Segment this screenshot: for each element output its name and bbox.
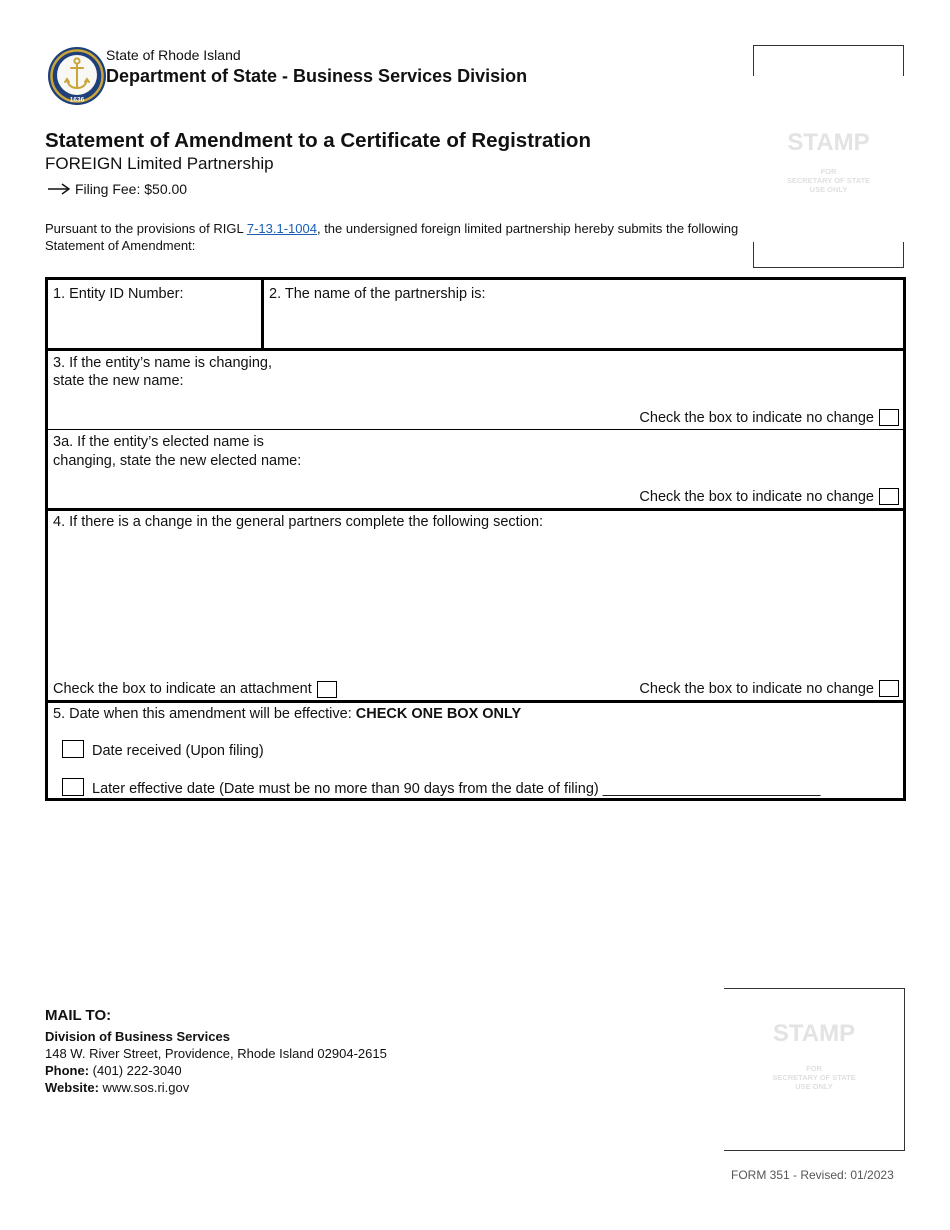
form-number: FORM 351 - Revised: 01/2023	[731, 1168, 894, 1182]
state-name: State of Rhode Island	[106, 47, 241, 63]
entity-id-input[interactable]	[53, 306, 253, 342]
attachment-checkbox[interactable]	[317, 681, 337, 698]
stamp-box-bottom	[724, 988, 905, 1151]
division-name: Division of Business Services	[45, 1029, 230, 1044]
stamp-secretary: SECRETARY OF STATE	[772, 1073, 856, 1082]
attachment-label: Check the box to indicate an attachment	[53, 681, 312, 697]
no-change-label: Check the box to indicate no change	[639, 409, 874, 426]
state-seal	[47, 46, 107, 106]
stamp-for: FOR	[806, 1064, 822, 1073]
filing-fee	[47, 181, 187, 197]
partners-label: 4. If there is a change in the general partners complete the following section:	[53, 514, 544, 530]
effective-date-emphasis: CHECK ONE BOX ONLY	[355, 706, 522, 722]
stamp-secretary: SECRETARY OF STATE	[786, 176, 871, 185]
phone-number: (401) 222-3040	[89, 1063, 182, 1078]
elected-name-no-change	[639, 488, 899, 505]
intro-prefix: Pursuant to the provisions of RIGL	[45, 221, 247, 236]
partnership-name-label: 2. The name of the partnership is:	[269, 286, 486, 302]
later-date-label: Later effective date (Date must be no more than 90 days from the date of filing) ___________________________	[92, 781, 821, 797]
partnership-name-input[interactable]	[269, 306, 899, 342]
no-change-label: Check the box to indicate no change	[639, 488, 874, 505]
amendment-form	[45, 277, 906, 801]
form-subtitle: FOREIGN Limited Partnership	[45, 154, 274, 173]
phone-label: Phone:	[45, 1063, 90, 1078]
elected-name-label-line2: changing, state the new elected name:	[53, 453, 302, 469]
mail-address-block	[45, 1028, 387, 1096]
intro-suffix: , the undersigned foreign limited partnership hereby submits the following Statement of Amendment:	[45, 221, 739, 253]
elected-name-label-line1: 3a. If the entity’s elected name is	[53, 434, 264, 450]
intro-paragraph	[45, 220, 745, 254]
arrow-right-icon	[47, 183, 71, 195]
partners-input[interactable]	[53, 538, 898, 668]
department-name: Department of State - Business Services Division	[106, 66, 528, 86]
seal-year: 1636	[69, 96, 85, 104]
website-url: www.sos.ri.gov	[98, 1080, 190, 1095]
effective-date-label	[53, 705, 521, 724]
partners-no-change	[639, 680, 899, 697]
street-address: 148 W. River Street, Providence, Rhode Island 02904-2615	[45, 1046, 387, 1061]
elected-name-no-change-checkbox[interactable]	[879, 488, 899, 505]
stamp-label: STAMP	[772, 1020, 856, 1047]
stamp-for: FOR	[820, 167, 837, 176]
stamp-use-only: USE ONLY	[795, 1082, 833, 1091]
stamp-box-top	[753, 45, 904, 268]
rigl-link[interactable]: 7-13.1-1004	[246, 221, 317, 236]
website-label: Website:	[45, 1080, 99, 1095]
filing-fee-text: Filing Fee: $50.00	[75, 181, 188, 197]
new-name-no-change	[639, 409, 899, 426]
date-received-label: Date received (Upon filing)	[92, 743, 264, 759]
mail-to-heading: MAIL TO:	[45, 1007, 112, 1024]
phone-line	[45, 1062, 387, 1079]
attachment-row	[53, 680, 337, 699]
date-received-checkbox[interactable]	[62, 740, 84, 758]
entity-id-label: 1. Entity ID Number:	[53, 286, 184, 302]
new-name-no-change-checkbox[interactable]	[879, 409, 899, 426]
partners-no-change-checkbox[interactable]	[879, 680, 899, 697]
stamp-use-only: USE ONLY	[809, 185, 848, 194]
website-line	[45, 1079, 387, 1096]
new-name-label-line1: 3. If the entity’s name is changing,	[53, 355, 272, 371]
later-date-checkbox[interactable]	[62, 778, 84, 796]
form-title: Statement of Amendment to a Certificate of Registration	[45, 129, 591, 152]
new-name-label-line2: state the new name:	[53, 373, 184, 389]
stamp-label: STAMP	[787, 129, 870, 156]
no-change-label: Check the box to indicate no change	[639, 680, 874, 697]
effective-date-text: 5. Date when this amendment will be effective:	[53, 706, 356, 722]
